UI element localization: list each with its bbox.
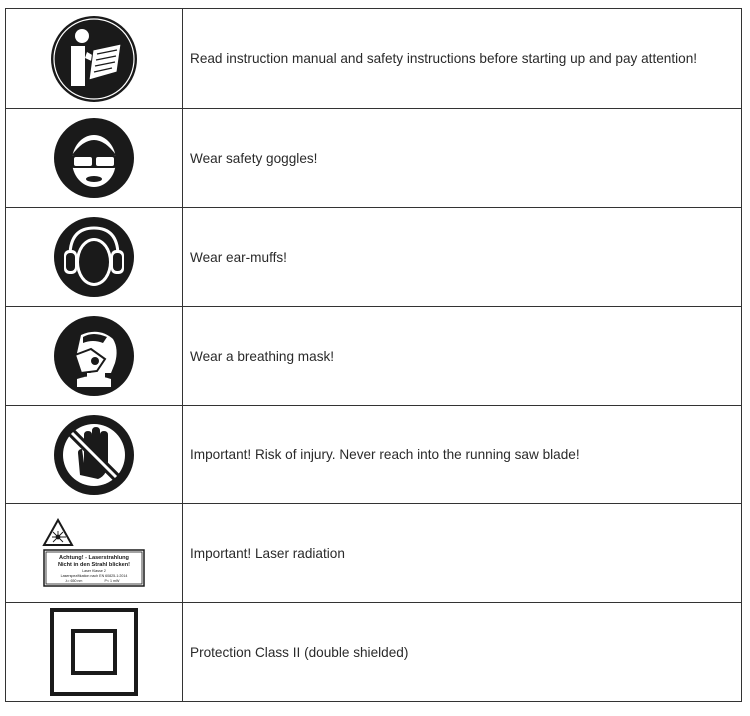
icon-cell xyxy=(6,109,183,208)
no-hand-reach-icon xyxy=(52,413,136,497)
row-text: Important! Laser radiation xyxy=(183,504,742,603)
icon-cell xyxy=(6,9,183,109)
laser-warning-icon xyxy=(42,518,146,588)
table-row xyxy=(6,307,742,406)
row-text: Wear safety goggles! xyxy=(183,109,742,208)
safety-symbols-table-container xyxy=(5,8,742,702)
laser-label-wavelength: λ= 650 nm xyxy=(65,579,83,583)
safety-symbols-table xyxy=(5,8,742,702)
breathing-mask-icon xyxy=(53,315,135,397)
table-row xyxy=(6,504,742,603)
icon-cell xyxy=(6,406,183,504)
laser-label-line4: Laserspezifikation nach EN 60825-1:2014 xyxy=(60,574,128,578)
row-text: Protection Class II (double shielded) xyxy=(183,603,742,702)
row-text: Important! Risk of injury. Never reach into the running saw blade! xyxy=(183,406,742,504)
icon-cell xyxy=(6,603,183,702)
ear-muffs-icon xyxy=(53,216,135,298)
protection-class-ii-icon xyxy=(49,607,139,697)
laser-label-power: P< 1 mW xyxy=(104,579,120,583)
icon-cell xyxy=(6,307,183,406)
row-text: Read instruction manual and safety instructions before starting up and pay attention! xyxy=(183,9,742,109)
row-text: Wear a breathing mask! xyxy=(183,307,742,406)
table-row xyxy=(6,406,742,504)
table-row xyxy=(6,9,742,109)
laser-label-line2: Nicht in den Strahl blicken! xyxy=(57,562,131,568)
table-row xyxy=(6,109,742,208)
read-manual-icon xyxy=(49,14,139,104)
icon-cell xyxy=(6,208,183,307)
laser-label-line1: Achtung! - Laserstrahlung xyxy=(59,555,129,561)
table-row xyxy=(6,208,742,307)
safety-goggles-icon xyxy=(53,117,135,199)
table-row xyxy=(6,603,742,702)
laser-label-line3: Laser Klasse 2 xyxy=(82,569,106,573)
icon-cell xyxy=(6,504,183,603)
row-text: Wear ear-muffs! xyxy=(183,208,742,307)
